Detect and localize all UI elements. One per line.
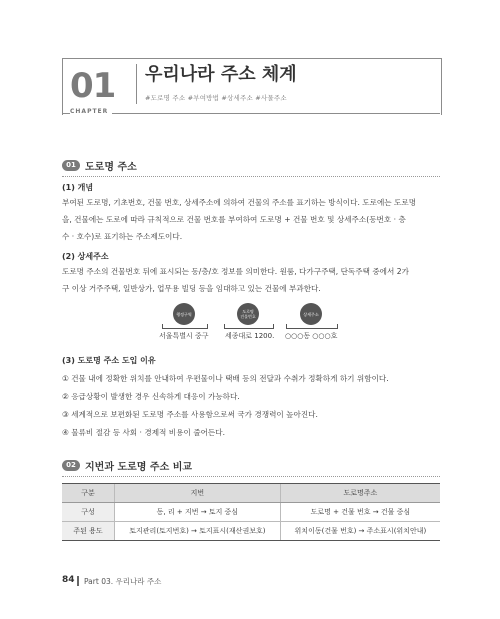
paragraph-line: 구 이상 거주주택, 일반상가, 업무용 빌딩 등을 임대하고 있는 건물에 부과한다. xyxy=(62,284,321,293)
table-header-row xyxy=(62,484,440,503)
subheading-detail-address: (2) 상세주소 xyxy=(62,252,109,261)
paragraph-concept xyxy=(62,194,440,245)
chapter-title: 우리나라 주소 체계 xyxy=(145,64,297,85)
section-badge: 02 xyxy=(62,460,80,471)
chapter-label: CHAPTER xyxy=(70,108,112,115)
section-divider xyxy=(62,176,440,177)
diagram-bracket xyxy=(162,324,208,329)
section-divider xyxy=(62,476,440,477)
table-row xyxy=(62,522,440,541)
diagram-badge-admin-district: 행정구역 xyxy=(173,303,195,325)
section-heading-comparison xyxy=(62,458,192,472)
paragraph-line: 수 · 호수)로 표기하는 주소제도이다. xyxy=(62,232,183,241)
section-badge: 01 xyxy=(62,160,80,171)
table-cell: 토지관리(토지번호) → 토지표시(재산권보호) xyxy=(115,522,281,541)
table-row xyxy=(62,503,440,522)
table-header-cell: 구분 xyxy=(62,484,115,503)
list-item: ① 건물 내에 정확한 위치를 안내하여 우편물이나 택배 등의 전달과 수취가 정확하게 하기 위함이다. xyxy=(62,374,389,383)
diagram-address-detail: ○○○동 ○○○호 xyxy=(285,332,338,340)
chapter-number: 01 xyxy=(70,66,116,106)
table-header-cell: 도로명주소 xyxy=(280,484,440,503)
paragraph-line: 부여된 도로명, 기초번호, 건물 번호, 상세주소에 의하여 건물의 주소를 표기하는 방식이다. 도로에는 도로명 xyxy=(62,198,417,207)
diagram-address-district: 서울특별시 중구 xyxy=(159,332,209,340)
diagram-badge-detail: 상세주소 xyxy=(300,303,322,325)
subheading-concept: (1) 개념 xyxy=(62,183,94,192)
chapter-separator xyxy=(136,64,137,104)
table-cell: 위치이동(건물 번호) → 주소표시(위치안내) xyxy=(280,522,440,541)
table-cell: 동, 리 + 지번 → 토지 중심 xyxy=(115,503,281,522)
footer-part-title: Part 03. 우리나라 주소 xyxy=(84,577,162,586)
diagram-address-road: 세종대로 1200. xyxy=(225,332,275,340)
diagram-bracket xyxy=(224,324,274,329)
table-row-label: 주된 용도 xyxy=(62,522,115,541)
chapter-tags: #도로명 주소 #부여방법 #상세주소 #사물주소 xyxy=(145,94,287,102)
section-title: 도로명 주소 xyxy=(85,161,137,173)
diagram-bracket xyxy=(286,324,338,329)
list-item: ② 응급상황이 발생한 경우 신속하게 대응이 가능하다. xyxy=(62,392,240,401)
subheading-reasons: (3) 도로명 주소 도입 이유 xyxy=(62,356,156,365)
table-cell: 도로명 + 건물 번호 → 건물 중심 xyxy=(280,503,440,522)
paragraph-detail-address xyxy=(62,263,440,297)
diagram-badge-road-building: 도로명 건물번호 xyxy=(237,303,259,325)
section-title: 지번과 도로명 주소 비교 xyxy=(85,461,193,473)
chapter-rule xyxy=(62,113,440,114)
section-heading-road-address xyxy=(62,158,137,172)
table-row-label: 구성 xyxy=(62,503,115,522)
list-item: ④ 물류비 절감 등 사회 · 경제적 비용이 줄어든다. xyxy=(62,428,225,437)
comparison-table xyxy=(62,483,440,541)
footer-divider xyxy=(77,576,79,586)
page-number: 84 xyxy=(62,575,75,585)
table-header-cell: 지번 xyxy=(115,484,281,503)
paragraph-line: 을, 건물에는 도로에 따라 규칙적으로 건물 번호를 부여하여 도로명 + 건물 번호 및 상세주소(동번호 · 층 xyxy=(62,215,406,224)
list-item: ③ 세계적으로 보편화된 도로명 주소를 사용함으로써 국가 경쟁력이 높아진다. xyxy=(62,410,318,419)
paragraph-line: 도로명 주소의 건물번호 뒤에 표시되는 동/층/호 정보를 의미한다. 원룸, 다가구주택, 단독주택 중에서 2가 xyxy=(62,267,409,276)
